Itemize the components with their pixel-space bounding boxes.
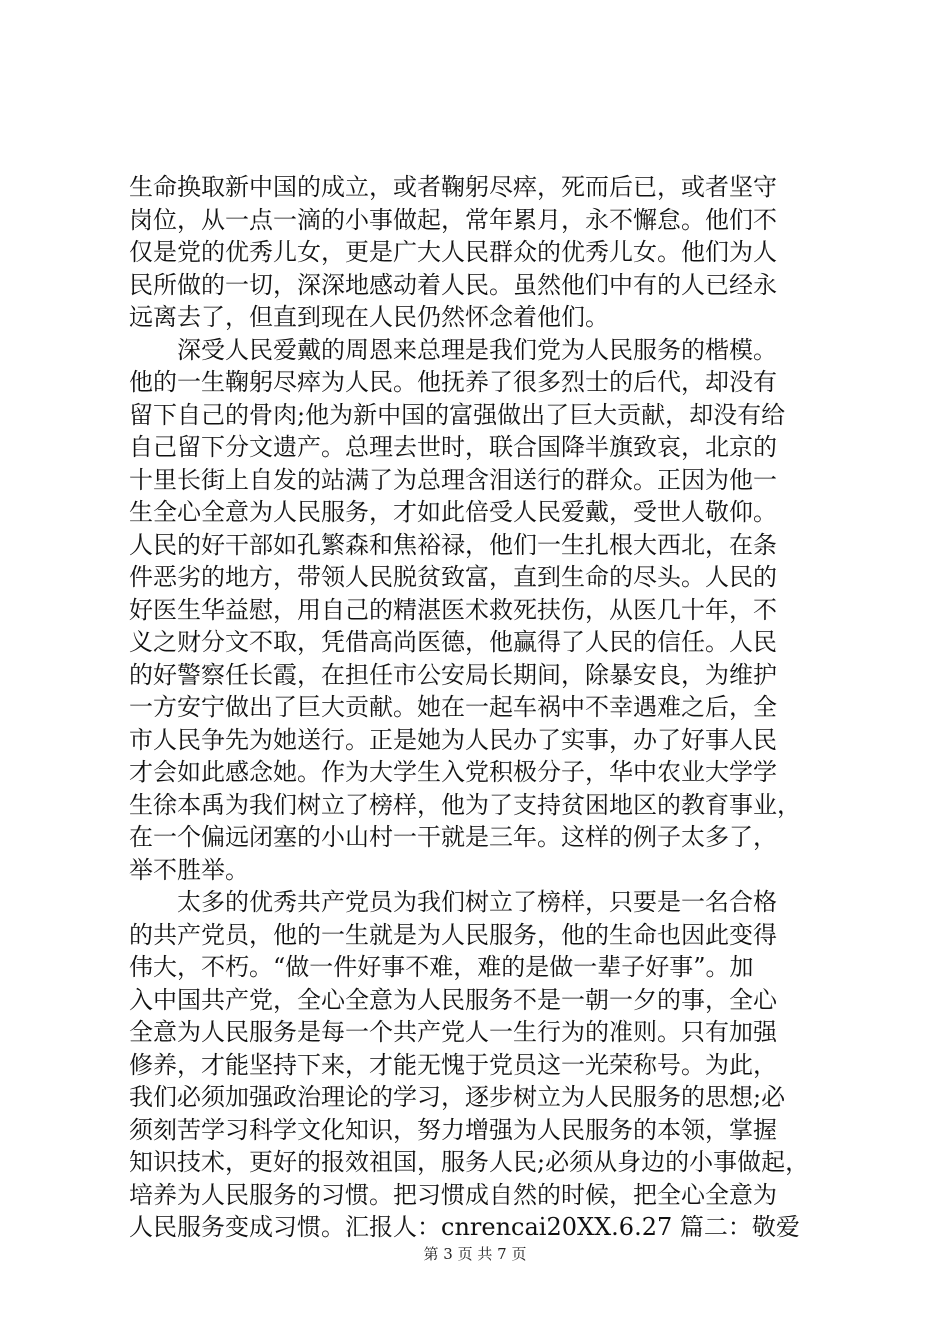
text-line: 民所做的一切，深深地感动着人民。虽然他们中有的人已经永: [129, 270, 777, 299]
text-line: 自己留下分文遗产。总理去世时，联合国降半旗致哀，北京的: [129, 433, 777, 461]
text-line: 入中国共产党，全心全意为人民服务不是一朝一夕的事，全心: [129, 985, 777, 1014]
text-line: 的好警察任长霞，在担任市公安局长期间，除暴安良，为维护: [129, 660, 777, 689]
text-line: 岗位，从一点一滴的小事做起，常年累月，永不懈怠。他们不: [129, 205, 777, 234]
text-line: 人民服务变成习惯。汇报人：cnrencai20XX.6.27 篇二：敬爱: [129, 1213, 800, 1241]
page-footer: [0, 1244, 950, 1264]
text-line: 仅是党的优秀儿女，更是广大人民群众的优秀儿女。他们为人: [129, 238, 777, 266]
text-line: 他的一生鞠躬尽瘁为人民。他抚养了很多烈士的后代，却没有: [129, 368, 777, 396]
text-line: 我们必须加强政治理论的学习，逐步树立为人民服务的思想;必: [129, 1083, 786, 1111]
text-line: 太多的优秀共产党员为我们树立了榜样，只要是一名合格: [129, 888, 777, 916]
text-line: 生全心全意为人民服务，才如此倍受人民爱戴，受世人敬仰。: [129, 498, 777, 526]
page-number-label: 第 3 页 共 7 页: [423, 1245, 527, 1263]
text-line: 义之财分文不取，凭借高尚医德，他赢得了人民的信任。人民: [129, 628, 777, 656]
text-line: 生徐本禹为我们树立了榜样，他为了支持贫困地区的教育事业，: [129, 790, 801, 819]
text-line: 留下自己的骨肉;他为新中国的富强做出了巨大贡献，却没有给: [129, 400, 786, 429]
text-line: 须刻苦学习科学文化知识，努力增强为人民服务的本领，掌握: [129, 1115, 777, 1144]
text-line: 人民的好干部如孔繁森和焦裕禄，他们一生扎根大西北，在条: [129, 530, 777, 559]
text-line: 全意为人民服务是每一个共产党人一生行为的准则。只有加强: [129, 1018, 777, 1046]
text-line: 修养，才能坚持下来，才能无愧于党员这一光荣称号。为此，: [129, 1050, 777, 1079]
text-line: 才会如此感念她。作为大学生入党积极分子，华中农业大学学: [129, 758, 777, 786]
text-line: 件恶劣的地方，带领人民脱贫致富，直到生命的尽头。人民的: [129, 563, 777, 591]
text-line: 知识技术，更好的报效祖国，服务人民;必须从身边的小事做起，: [129, 1148, 810, 1176]
text-line: 一方安宁做出了巨大贡献。她在一起车祸中不幸遇难之后，全: [129, 693, 777, 721]
text-line: 远离去了，但直到现在人民仍然怀念着他们。: [129, 303, 609, 331]
text-line: 伟大，不朽。“做一件好事不难，难的是做一辈子好事”。加: [129, 953, 754, 981]
text-line: 的共产党员，他的一生就是为人民服务，他的生命也因此变得: [129, 920, 777, 949]
text-line: 十里长街上自发的站满了为总理含泪送行的群众。正因为他一: [129, 465, 777, 494]
document-body: [129, 171, 834, 1244]
text-line: 举不胜举。: [129, 855, 249, 884]
text-line: 深受人民爱戴的周恩来总理是我们党为人民服务的楷模。: [129, 335, 777, 364]
text-line: 生命换取新中国的成立，或者鞠躬尽瘁，死而后已，或者坚守: [129, 173, 777, 201]
text-line: 培养为人民服务的习惯。把习惯成自然的时候，把全心全意为: [129, 1180, 777, 1209]
text-line: 好医生华益慰，用自己的精湛医术救死扶伤，从医几十年，不: [129, 595, 777, 624]
text-line: 在一个偏远闭塞的小山村一干就是三年。这样的例子太多了，: [129, 823, 777, 851]
text-line: 市人民争先为她送行。正是她为人民办了实事，办了好事人民: [129, 725, 777, 754]
